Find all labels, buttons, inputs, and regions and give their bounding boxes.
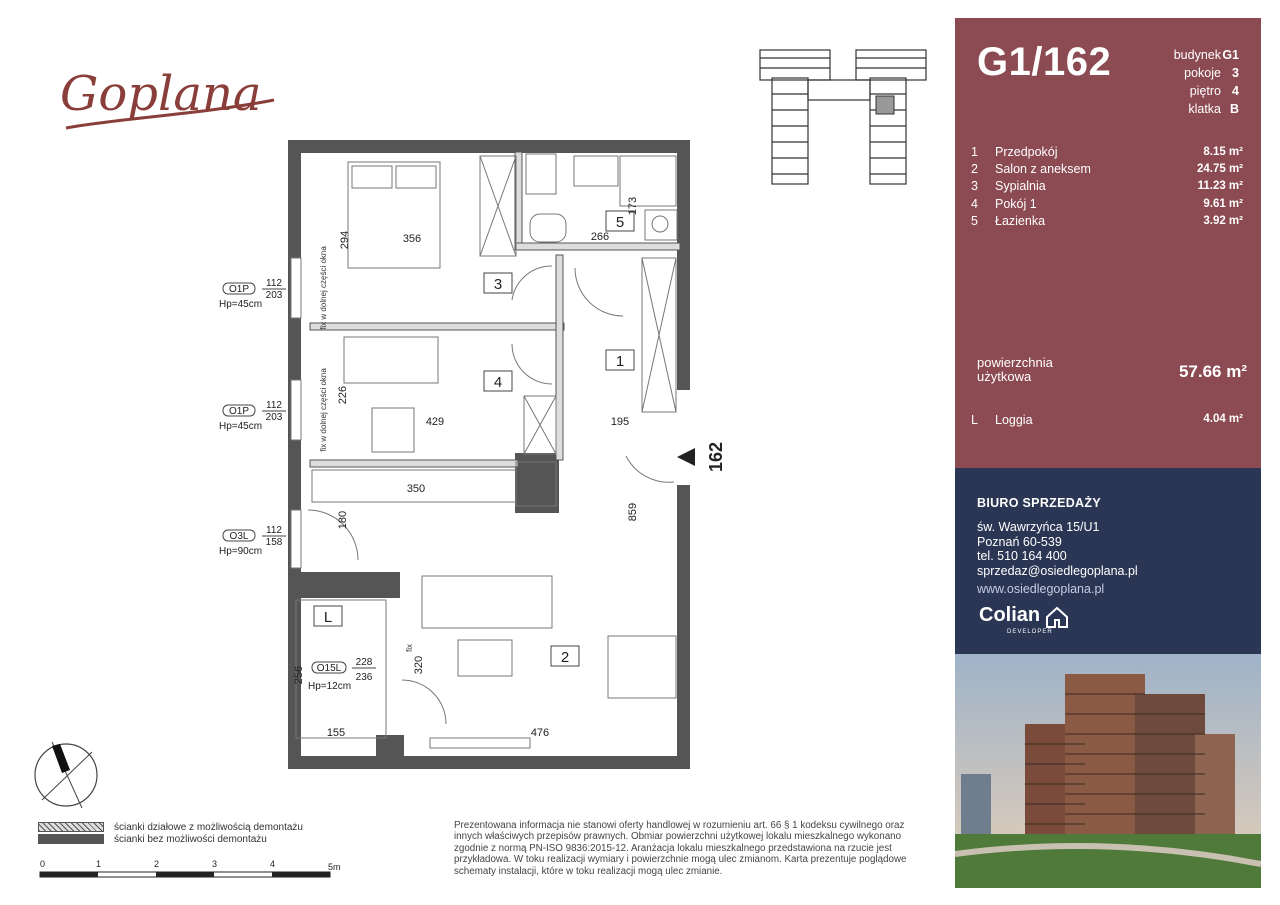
svg-text:O1P: O1P — [228, 284, 250, 295]
room-number-3: 3 — [493, 276, 503, 293]
scale-bar — [38, 858, 348, 890]
compass-icon — [35, 742, 97, 808]
office-address — [977, 520, 1138, 578]
window-label — [308, 657, 376, 692]
room-row: 2 Salon z aneksem 24.75 m² — [971, 162, 1243, 177]
room-number-2: 2 — [560, 649, 570, 666]
room-row: 1 Przedpokój 8.15 m² — [971, 145, 1243, 159]
legend-item: ścianki działowe z możliwością demontażu — [114, 821, 303, 833]
wall-legend — [38, 821, 303, 845]
unit-tag: 162 — [706, 441, 726, 473]
solid-wall-swatch — [38, 834, 104, 844]
dim-text: 859 — [627, 502, 639, 522]
house-icon — [1045, 606, 1069, 628]
office-line: Poznań 60-539 — [977, 534, 1062, 549]
svg-text:Hp=90cm: Hp=90cm — [219, 546, 263, 557]
fix-note: fix — [405, 644, 414, 652]
scale-tick: 0 — [40, 859, 46, 869]
dim-text: 180 — [337, 510, 349, 530]
office-title: BIURO SPRZEDAŻY — [977, 496, 1101, 510]
disclaimer-text: Prezentowana informacja nie stanowi oferty handlowej w rozumieniu art. 66 § 1 kodeksu cywilnego oraz innych właściwych przepisów prawnych. Obmiar powierzchni użytkowej lokalu mieszkalnego wykonano zgodnie z normą PN-ISO 9836:2015-12. Aranżacja lokalu mieszkalnego przedstawiona na rzucie jest przykładowa. W toku realizacji wymiary i powierzchnie mogą ulec zmianom. Karta prezentuje poglądowe schematy instalacji, które w toku realizacji mogą ulec zmianie. — [454, 820, 907, 877]
dim-text: 350 — [406, 483, 426, 495]
unit-summary-panel — [955, 18, 1261, 468]
svg-text:228: 228 — [355, 657, 373, 668]
office-phone[interactable]: tel. 510 164 400 — [977, 549, 1067, 564]
dim-text: 256 — [293, 665, 305, 685]
unit-id: G1/162 — [977, 40, 1112, 84]
meta-label: klatka — [1188, 102, 1221, 116]
scale-tick: 5m — [328, 862, 341, 872]
room-row: 4 Pokój 1 9.61 m² — [971, 196, 1243, 211]
svg-text:O15L: O15L — [316, 663, 342, 674]
meta-value: 4 — [1232, 84, 1239, 98]
usable-area-label: powierzchnia użytkowa — [977, 355, 1053, 384]
loggia-row: L Loggia 4.04 m² — [971, 413, 1243, 427]
meta-value: 3 — [1232, 66, 1239, 80]
meta-value: B — [1229, 102, 1239, 116]
svg-text:112: 112 — [266, 400, 282, 411]
fix-note: fix w dolnej części okna — [319, 368, 328, 452]
svg-text:203: 203 — [265, 412, 283, 423]
window-label — [219, 278, 286, 310]
scale-tick: 1 — [96, 859, 102, 869]
building-render-image — [955, 654, 1261, 888]
room-row: 3 Sypialnia 11.23 m² — [971, 179, 1243, 194]
scale-tick: 2 — [154, 859, 160, 869]
room-row: 5 Łazienka 3.92 m² — [971, 213, 1243, 228]
window-label — [219, 400, 286, 432]
svg-text:158: 158 — [265, 537, 283, 548]
svg-text:O1P: O1P — [228, 406, 250, 417]
hatched-wall-swatch — [38, 822, 104, 832]
meta-label: pokoje — [1184, 66, 1221, 80]
meta-label: piętro — [1189, 84, 1221, 98]
scale-tick: 3 — [212, 859, 218, 869]
svg-text:112: 112 — [266, 278, 282, 289]
room-number-loggia: L — [323, 609, 333, 626]
dim-text: 294 — [339, 230, 351, 250]
dim-text: 266 — [590, 231, 610, 243]
svg-text:Hp=45cm: Hp=45cm — [219, 299, 263, 310]
unit-meta — [1151, 46, 1239, 118]
scale-tick: 4 — [270, 859, 276, 869]
svg-text:236: 236 — [355, 672, 373, 683]
dim-text: 429 — [425, 416, 445, 428]
office-line: św. Wawrzyńca 15/U1 — [977, 520, 1100, 534]
dim-text: 155 — [326, 727, 346, 739]
svg-text:112: 112 — [266, 525, 282, 536]
office-email-link[interactable]: sprzedaz@osiedlegoplana.pl — [977, 563, 1138, 578]
window-label — [219, 525, 286, 557]
svg-text:Hp=12cm: Hp=12cm — [308, 681, 352, 692]
meta-label: budynek — [1173, 48, 1221, 62]
developer-logo: Colian DEVELOPER — [979, 604, 1040, 627]
dim-text: 195 — [610, 416, 630, 428]
dim-text: 226 — [337, 385, 349, 405]
meta-value: G1 — [1222, 48, 1239, 62]
dim-text: 320 — [413, 655, 425, 675]
building-key-plan — [752, 44, 942, 190]
fix-note: fix w dolnej części okna — [319, 246, 328, 330]
usable-area-value: 57.66 m² — [1178, 362, 1247, 381]
legend-item: ścianki bez możliwości demontażu — [114, 833, 267, 845]
svg-text:203: 203 — [265, 290, 283, 301]
svg-text:Hp=45cm: Hp=45cm — [219, 421, 263, 432]
svg-text:O3L: O3L — [229, 531, 249, 542]
dim-text: 356 — [402, 233, 422, 245]
room-list — [971, 144, 1243, 230]
dim-text: 476 — [530, 727, 550, 739]
dim-text: 173 — [627, 196, 639, 216]
sales-office-panel — [955, 468, 1261, 654]
logo-wordmark: Goplana — [60, 66, 262, 122]
website-link[interactable]: www.osiedlegoplana.pl — [977, 582, 1105, 596]
room-number-1: 1 — [615, 353, 625, 370]
room-number-5: 5 — [615, 214, 625, 231]
room-number-4: 4 — [493, 374, 503, 391]
